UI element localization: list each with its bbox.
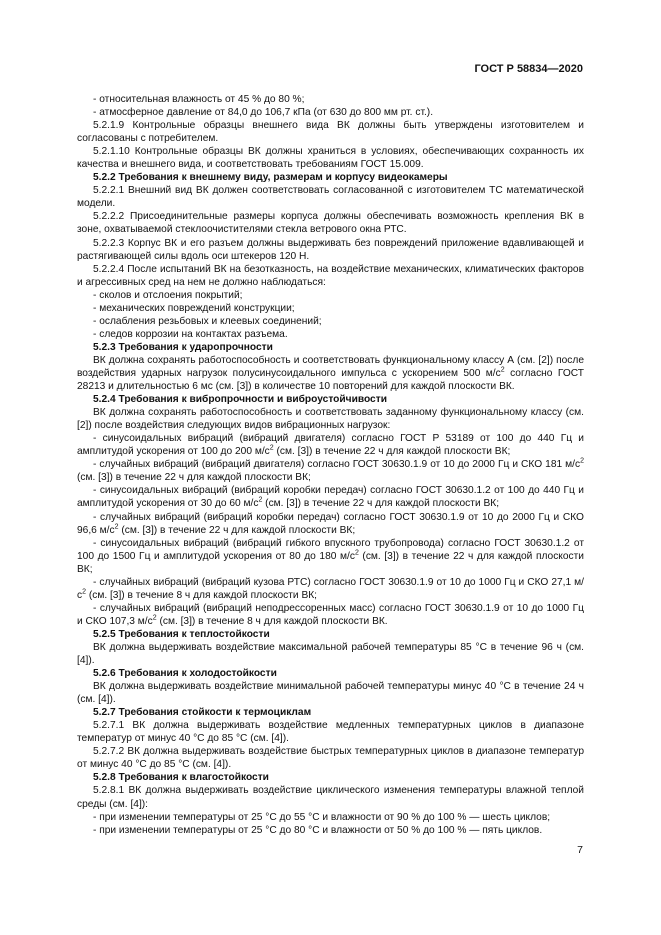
text-run: - случайных вибраций (вибраций кузова РТС) согласно ГОСТ 30630.1.9 от 10 до 1000 Гц и СКО 27,1 м/с xyxy=(77,576,584,601)
list-item xyxy=(77,576,584,602)
list-item: - относительная влажность от 45 % до 80 %; xyxy=(93,94,305,105)
list-item: - атмосферное давление от 84,0 до 106,7 кПа (от 630 до 800 мм рт. ст.). xyxy=(93,107,434,119)
paragraph: ВК должна сохранять работоспособность и соответствовать заданному функциональному классу (см. [2]) после воздействия следующих видов вибрационных нагрузок: xyxy=(77,407,584,432)
paragraph: 5.2.1.9 Контрольные образцы внешнего вида ВК должны быть утверждены изготовителем и согласованы с потребителем. xyxy=(77,120,584,145)
superscript: 2 xyxy=(269,444,274,452)
section-heading: 5.2.7 Требования стойкости к термоциклам xyxy=(93,707,312,719)
paragraph: 5.2.2.4 После испытаний ВК на безотказность, на воздействие механических, климатических факторов и агрессивных сред на нем не должно наблюдаться: xyxy=(77,263,584,288)
text-run: (см. [3]) в течение 8 ч для каждой плоскости ВК. xyxy=(156,615,388,627)
section-heading: 5.2.8 Требования к влагостойкости xyxy=(93,772,269,784)
text-run: согласно ГОСТ 28213 и длительностью 6 мс (см. [3]) в количестве 10 повторений для каждой плоскости ВК. xyxy=(77,367,584,393)
list-item: - механических повреждений конструкции; xyxy=(93,302,295,314)
section-heading: 5.2.2 Требования к внешнему виду, размерам и корпусу видеокамеры xyxy=(93,172,448,184)
paragraph xyxy=(77,354,584,393)
superscript: 2 xyxy=(500,366,505,374)
paragraph: 5.2.8.1 ВК должна выдерживать воздействие циклического изменения температуры влажной теплой среды (см. [4]): xyxy=(77,785,584,810)
list-item xyxy=(77,602,584,628)
paragraph: 5.2.2.2 Присоединительные размеры корпуса должны обеспечивать возможность крепления ВК в зоне, охватываемой стеклоочистителями стекла ветрового окна РТС. xyxy=(77,211,584,236)
list-item: - при изменении температуры от 25 °С до 55 °С и влажности от 90 % до 100 % — шесть циклов; xyxy=(93,811,551,823)
paragraph: ВК должна выдерживать воздействие минимальной рабочей температуры минус 40 °С в течение 24 ч (см. [4]). xyxy=(77,681,584,706)
paragraph: 5.2.7.1 ВК должна выдерживать воздействие медленных температурных циклов в диапазоне температур от минус 40 °С до 85 °С (см. [4]). xyxy=(77,720,584,745)
superscript: 2 xyxy=(82,588,86,596)
text-run: (см. [3]) в течение 22 ч для каждой плоскости ВК; xyxy=(118,524,356,536)
section-heading: 5.2.4 Требования к вибропрочности и виброустойчивости xyxy=(93,394,387,406)
list-item: - при изменении температуры от 25 °С до 80 °С и влажности от 50 % до 100 % — пять циклов. xyxy=(93,824,543,836)
superscript: 2 xyxy=(580,457,584,465)
list-item xyxy=(77,432,584,458)
paragraph: 5.2.1.10 Контрольные образцы ВК должны храниться в условиях, обеспечивающих сохранность их качества и внешнего вида, и соответствовать требованиям ГОСТ 15.009. xyxy=(77,146,584,171)
list-item xyxy=(77,511,584,537)
text-run: - синусоидальных вибраций (вибраций двигателя) согласно ГОСТ Р 53189 от 100 до 440 Гц и амплитудой ускорения от 100 до 200 м/с xyxy=(77,433,584,458)
text-run: - случайных вибраций (вибраций коробки передач) согласно ГОСТ 30630.1.9 от 10 до 2000 Гц и СКО 96,6 м/с xyxy=(77,511,584,536)
page-number: 7 xyxy=(577,844,583,856)
section-heading: 5.2.6 Требования к холодостойкости xyxy=(93,668,277,680)
text-run: - случайных вибраций (вибраций двигателя) согласно ГОСТ 30630.1.9 от 10 до 2000 Гц и СКО 181 м/с xyxy=(93,459,581,471)
text-run: (см. [3]) в течение 22 ч для каждой плоскости ВК; xyxy=(262,498,500,510)
page-body xyxy=(77,93,584,837)
list-item xyxy=(77,458,584,484)
text-run: (см. [3]) в течение 22 ч для каждой плоскости ВК; xyxy=(273,446,511,458)
paragraph: ВК должна выдерживать воздействие максимальной рабочей температуры 85 °С в течение 96 ч (см. [4]). xyxy=(77,641,584,667)
list-item: - ослабления резьбовых и клеевых соединений; xyxy=(93,315,322,327)
section-heading: 5.2.3 Требования к ударопрочности xyxy=(93,341,273,353)
superscript: 2 xyxy=(152,614,157,622)
text-run: - синусоидальных вибраций (вибраций гибкого впускного трубопровода) согласно ГОСТ 30630.1.2 от 100 до 1500 Гц и амплитудой ускорения от 80 до 180 м/с xyxy=(77,537,584,562)
paragraph: 5.2.2.3 Корпус ВК и его разъем должны выдерживать без повреждений приложение вдавливающей и растягивающей силы вдоль оси штекеров 120 Н. xyxy=(77,237,584,262)
text-run: - случайных вибраций (вибраций неподрессоренных масс) согласно ГОСТ 30630.1.9 от 10 до 1000 Гц и СКО 107,3 м/с xyxy=(77,602,584,627)
superscript: 2 xyxy=(258,497,263,505)
list-item xyxy=(77,537,584,576)
text-run: (см. [3]) в течение 22 ч для каждой плоскости ВК; xyxy=(77,472,311,484)
paragraph: 5.2.7.2 ВК должна выдерживать воздействие быстрых температурных циклов в диапазоне температур от минус 40 °С до 85 °С (см. [4]). xyxy=(77,746,584,771)
list-item: - сколов и отслоения покрытий; xyxy=(93,289,243,301)
text-run: (см. [3]) в течение 22 ч для каждой плоскости ВК; xyxy=(77,550,584,575)
paragraph: 5.2.2.1 Внешний вид ВК должен соответствовать согласованной с изготовителем ТС математической модели. xyxy=(77,185,584,210)
superscript: 2 xyxy=(354,549,359,557)
superscript: 2 xyxy=(114,523,119,531)
section-heading: 5.2.5 Требования к теплостойкости xyxy=(93,628,270,640)
text-run: ВК должна сохранять работоспособность и соответствовать функциональному классу А (см. [2]) после воздействия ударных нагрузок полусинусоидального импульса с ускорением 500 м/с xyxy=(77,354,584,379)
document-code-header: ГОСТ Р 58834—2020 xyxy=(474,63,583,75)
text-run: (см. [3]) в течение 8 ч для каждой плоскости ВК; xyxy=(86,589,318,601)
list-item xyxy=(77,484,584,510)
text-run: - синусоидальных вибраций (вибраций коробки передач) согласно ГОСТ 30630.1.2 от 100 до 440 Гц и амплитудой ускорения от 30 до 60 м/с xyxy=(77,485,584,510)
list-item: - следов коррозии на контактах разъема. xyxy=(93,328,288,340)
